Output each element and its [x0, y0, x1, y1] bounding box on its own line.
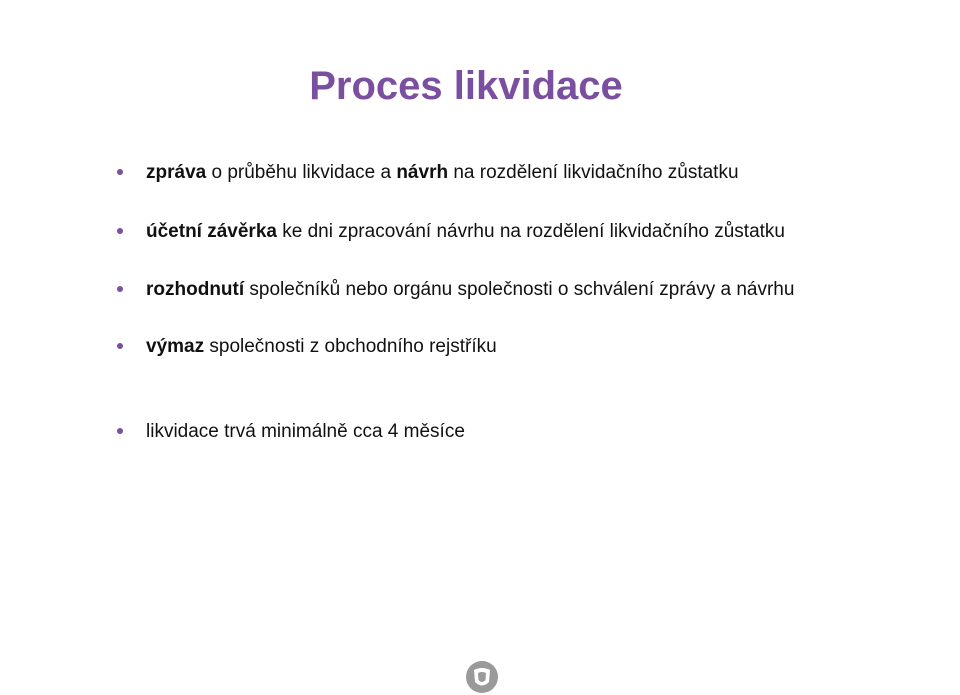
bullet-text [146, 217, 785, 247]
bullet-item [0, 332, 960, 362]
bullet-dot-icon [117, 169, 123, 175]
bullet-rest: likvidace trvá minimálně cca 4 měsíce [146, 421, 465, 442]
bullet-dot-icon [117, 286, 123, 292]
bullet-bold: účetní závěrka [146, 221, 277, 242]
bullet-rest: o průběhu likvidace a [206, 162, 397, 183]
bullet-dot-icon [117, 228, 123, 234]
bullet-item [0, 275, 960, 305]
shield-logo-icon [465, 660, 499, 694]
slide-title: Proces likvidace [309, 64, 623, 108]
bullet-text [146, 417, 465, 447]
bullet-text [146, 332, 497, 362]
bullet-text [146, 158, 739, 188]
bullet-bold: zpráva [146, 162, 207, 183]
bullet-rest-2: na rozdělení likvidačního zůstatku [448, 162, 739, 183]
bullet-rest: společnosti z obchodního rejstříku [204, 336, 497, 357]
bullet-bold: rozhodnutí [146, 279, 245, 300]
bullet-rest: společníků nebo orgánu společnosti o schválení zprávy a návrhu [244, 279, 795, 300]
bullet-item [0, 417, 960, 447]
bullet-item [0, 158, 960, 188]
bullet-bold-2: návrh [396, 162, 449, 183]
bullet-bold: výmaz [146, 336, 205, 357]
bullet-item [0, 217, 960, 247]
bullet-dot-icon [117, 343, 123, 349]
bullet-dot-icon [117, 428, 123, 434]
bullet-text [146, 275, 794, 305]
bullet-rest: ke dni zpracování návrhu na rozdělení likvidačního zůstatku [276, 221, 785, 242]
